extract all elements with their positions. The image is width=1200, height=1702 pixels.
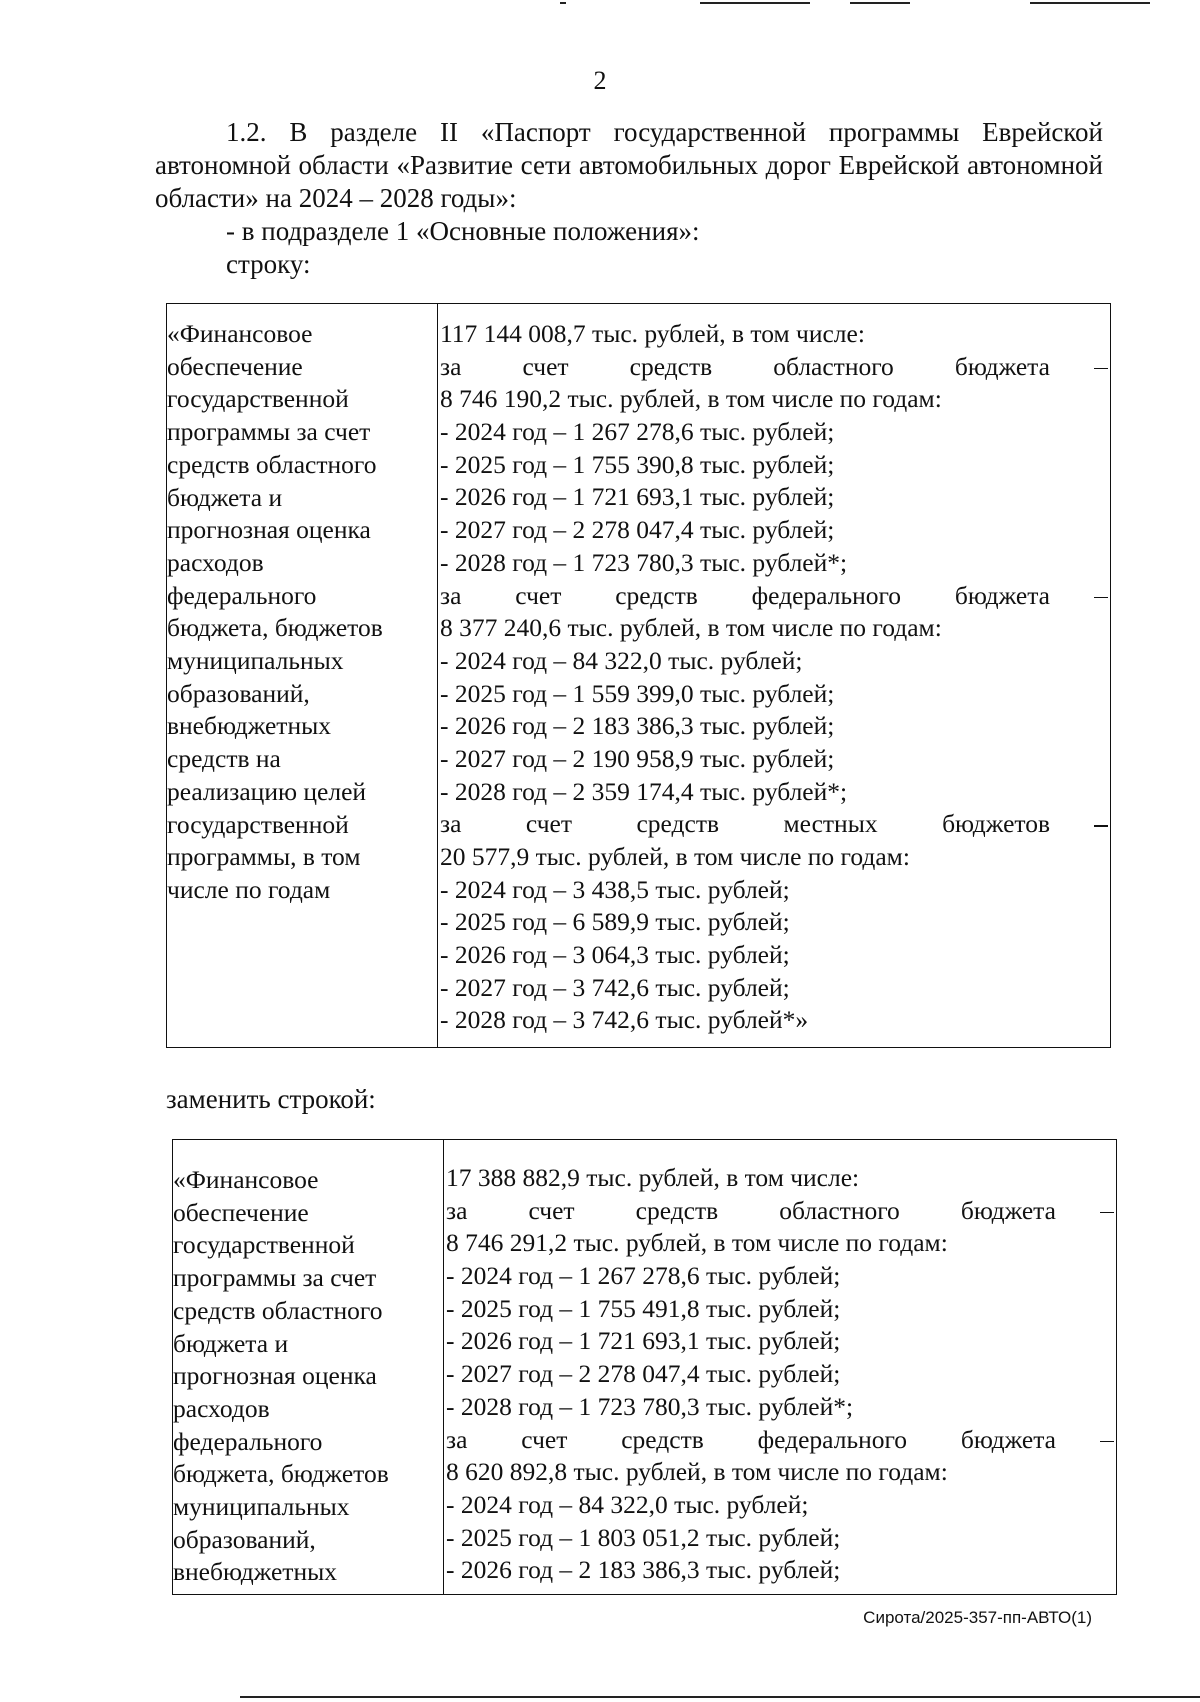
new-row-regional-year: - 2024 год – 1 267 278,6 тыс. рублей; <box>446 1261 841 1291</box>
old-row-left-text: «Финансовое обеспечение государственной программы за счет средств областного бюджета и прогнозная оценка расходов федерального бюджета, бюджетов муниципальных образований, внебюджетных средств на реализацию целей государственной программы, в том числе по годам <box>167 319 383 904</box>
new-row-regional-year: - 2026 год – 1 721 693,1 тыс. рублей; <box>446 1326 841 1356</box>
old-row-regional-heading: за счет средств областного бюджета <box>438 351 1110 384</box>
new-row-total: 17 388 882,9 тыс. рублей, в том числе: <box>446 1163 860 1192</box>
row-label: строку: <box>226 249 311 279</box>
new-row-regional-year: - 2027 год – 2 278 047,4 тыс. рублей; <box>446 1359 841 1389</box>
old-row-federal-year: - 2026 год – 2 183 386,3 тыс. рублей; <box>440 711 835 741</box>
new-row-federal-year: - 2026 год – 2 183 386,3 тыс. рублей; <box>446 1555 841 1585</box>
old-row-local-year: - 2027 год – 3 742,6 тыс. рублей; <box>440 972 790 1002</box>
old-row-local-year: - 2024 год – 3 438,5 тыс. рублей; <box>440 874 790 904</box>
old-row-federal-year: - 2024 год – 84 322,0 тыс. рублей; <box>440 645 803 675</box>
old-row-federal-heading: за счет средств федерального бюджета <box>438 580 1110 613</box>
old-row-right-cell <box>438 304 1111 1048</box>
new-row-federal-total: 8 620 892,8 тыс. рублей, в том числе по годам: <box>446 1457 948 1487</box>
old-row-federal-year: - 2027 год – 2 190 958,9 тыс. рублей; <box>440 743 835 773</box>
new-row-regional-total: 8 746 291,2 тыс. рублей, в том числе по годам: <box>446 1228 948 1258</box>
new-row-regional-heading: за счет средств областного бюджета <box>444 1195 1116 1228</box>
new-row-federal-year: - 2025 год – 1 803 051,2 тыс. рублей; <box>446 1522 841 1552</box>
old-row-local-total: 20 577,9 тыс. рублей, в том числе по годам: <box>440 842 910 871</box>
old-row-regional-year: - 2025 год – 1 755 390,8 тыс. рублей; <box>440 449 835 479</box>
page-number: 2 <box>593 66 607 95</box>
new-row-regional-year: - 2025 год – 1 755 491,8 тыс. рублей; <box>446 1293 841 1323</box>
new-row-regional-year: - 2028 год – 1 723 780,3 тыс. рублей*; <box>446 1391 854 1421</box>
new-row-right-cell <box>444 1140 1117 1595</box>
old-row-local-year: - 2026 год – 3 064,3 тыс. рублей; <box>440 940 790 970</box>
scan-top-marks <box>560 0 1200 8</box>
replace-label: заменить строкой: <box>166 1084 376 1114</box>
old-row-local-year: - 2028 год – 3 742,6 тыс. рублей*» <box>440 1005 809 1035</box>
new-row-left-cell <box>173 1140 444 1595</box>
old-row-regional-year: - 2028 год – 1 723 780,3 тыс. рублей*; <box>440 547 848 577</box>
old-row-regional-year: - 2027 год – 2 278 047,4 тыс. рублей; <box>440 515 835 545</box>
new-row-table <box>172 1139 1117 1595</box>
old-row-regional-year: - 2026 год – 1 721 693,1 тыс. рублей; <box>440 482 835 512</box>
old-row-local-heading: за счет средств местных бюджетов <box>438 808 1110 841</box>
old-row-left-cell <box>167 304 438 1048</box>
old-row-total: 117 144 008,7 тыс. рублей, в том числе: <box>440 319 865 348</box>
scan-bottom-line <box>240 1696 1200 1698</box>
old-row-regional-total: 8 746 190,2 тыс. рублей, в том числе по годам: <box>440 384 942 414</box>
new-row-left-text: «Финансовое обеспечение государственной программы за счет средств областного бюджета и прогнозная оценка расходов федерального бюджета, бюджетов муниципальных образований, внебюджетных <box>173 1165 389 1587</box>
paragraph-intro: 1.2. В разделе II «Паспорт государственной программы Еврейской автономной области «Развитие сети автомобильных дорог Еврейской автономной области» на 2024 – 2028 годы»: <box>155 117 1103 213</box>
old-row-federal-year: - 2028 год – 2 359 174,4 тыс. рублей*; <box>440 776 848 806</box>
old-row-local-year: - 2025 год – 6 589,9 тыс. рублей; <box>440 907 790 937</box>
old-row-federal-total: 8 377 240,6 тыс. рублей, в том числе по годам: <box>440 613 942 643</box>
subsection-line: - в подразделе 1 «Основные положения»: <box>226 216 700 246</box>
old-row-federal-year: - 2025 год – 1 559 399,0 тыс. рублей; <box>440 678 835 708</box>
new-row-federal-year: - 2024 год – 84 322,0 тыс. рублей; <box>446 1489 809 1519</box>
old-row-regional-year: - 2024 год – 1 267 278,6 тыс. рублей; <box>440 417 835 447</box>
document-footer-id: Сирота/2025-357-пп-АВТО(1) <box>863 1608 1092 1627</box>
new-row-federal-heading: за счет средств федерального бюджета <box>444 1424 1116 1457</box>
old-row-table <box>166 303 1111 1048</box>
